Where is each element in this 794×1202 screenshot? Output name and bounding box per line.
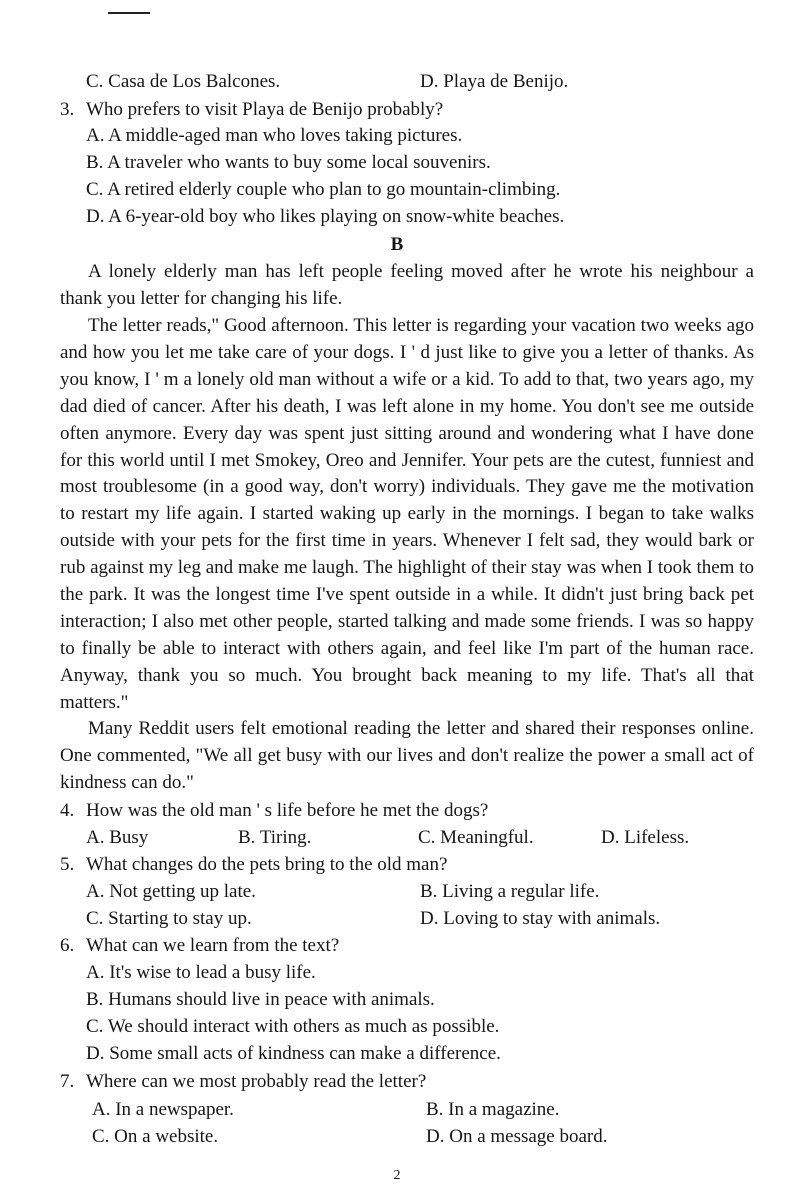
question-3 [60, 96, 760, 123]
top-rule-mark [108, 12, 150, 14]
q7-option-d: D. On a message board. [426, 1126, 608, 1147]
q5-option-b: B. Living a regular life. [420, 881, 600, 902]
q6-option-c: C. We should interact with others as much as possible. [86, 1016, 500, 1037]
question-text: Where can we most probably read the letter? [86, 1071, 427, 1092]
question-7 [60, 1068, 760, 1095]
q7-options-row-1 [92, 1096, 772, 1123]
passage-paragraph-2: The letter reads," Good afternoon. This letter is regarding your vacation two weeks ago and how you let me take care of your dogs. I ' d just like to give you a letter of thanks. As you know, I ' m a lonely old man without a wife or a kid. To add to that, two years ago, my dad died of cancer. After his death, I was left alone in my home. You don't see me outside often anymore. Every day was spent just sitting around and wondering what I have done for this world until I met Smokey, Oreo and Jennifer. Your pets are the cutest, funniest and most troublesome (in a good way, don't worry) individuals. They gave me the motivation to restart my life again. I started waking up early in the mornings. I began to take walks outside with your pets for the first time in years. Whenever I felt sad, they would bark or rub against my leg and make me laugh. The highlight of their stay was when I took them to the park. It was the longest time I've spent outside in a while. It didn't just bring back pet interaction; I also met other people, started talking and made some friends. I was so happy to finally be able to interact with others again, and feel like I'm part of the human race. Anyway, thank you so much. You brought back meaning to my life. That's all that matters." [60, 315, 754, 713]
q6-option-d: D. Some small acts of kindness can make a difference. [86, 1043, 501, 1064]
passage-paragraph-3: Many Reddit users felt emotional reading the letter and shared their responses online. One commented, "We all get busy with our lives and don't realize the power a small act of kindness can do." [60, 718, 754, 793]
q6-option-b: B. Humans should live in peace with animals. [86, 989, 435, 1010]
page-number: 2 [393, 1168, 401, 1183]
section-heading-b: B [390, 234, 404, 255]
q2-option-c: C. Casa de Los Balcones. [86, 71, 281, 92]
passage-paragraph-1: A lonely elderly man has left people feeling moved after he wrote his neighbour a thank you letter for changing his life. [60, 261, 754, 309]
question-text: How was the old man ' s life before he met the dogs? [86, 800, 489, 821]
q4-option-d: D. Lifeless. [601, 827, 690, 848]
question-4 [60, 797, 760, 824]
q7-option-a: A. In a newspaper. [92, 1099, 234, 1120]
q5-option-d: D. Loving to stay with animals. [420, 908, 661, 929]
question-text: Who prefers to visit Playa de Benijo probably? [86, 99, 444, 120]
question-5 [60, 851, 760, 878]
q4-option-a: A. Busy [86, 827, 149, 848]
q5-option-a: A. Not getting up late. [86, 881, 256, 902]
question-number: 5. [60, 854, 75, 875]
q4-option-c: C. Meaningful. [418, 827, 534, 848]
q2-options-row [86, 68, 766, 95]
question-number: 4. [60, 800, 75, 821]
q6-option-a: A. It's wise to lead a busy life. [86, 962, 316, 983]
q5-option-c: C. Starting to stay up. [86, 908, 252, 929]
q7-options-row-2 [92, 1123, 772, 1150]
question-6 [60, 932, 760, 959]
q4-options-row [86, 824, 766, 851]
q5-options-row-1 [86, 878, 766, 905]
q4-option-b: B. Tiring. [238, 827, 312, 848]
q3-option-c: C. A retired elderly couple who plan to go mountain-climbing. [86, 179, 561, 200]
q3-option-a: A. A middle-aged man who loves taking pictures. [86, 125, 463, 146]
question-number: 3. [60, 99, 75, 120]
question-number: 7. [60, 1071, 75, 1092]
q5-options-row-2 [86, 905, 766, 932]
q3-option-d: D. A 6-year-old boy who likes playing on snow-white beaches. [86, 206, 565, 227]
question-number: 6. [60, 935, 75, 956]
q3-option-b: B. A traveler who wants to buy some local souvenirs. [86, 152, 491, 173]
q7-option-b: B. In a magazine. [426, 1099, 560, 1120]
question-text: What can we learn from the text? [86, 935, 340, 956]
question-text: What changes do the pets bring to the old man? [86, 854, 448, 875]
q2-option-d: D. Playa de Benijo. [420, 71, 569, 92]
q7-option-c: C. On a website. [92, 1126, 219, 1147]
